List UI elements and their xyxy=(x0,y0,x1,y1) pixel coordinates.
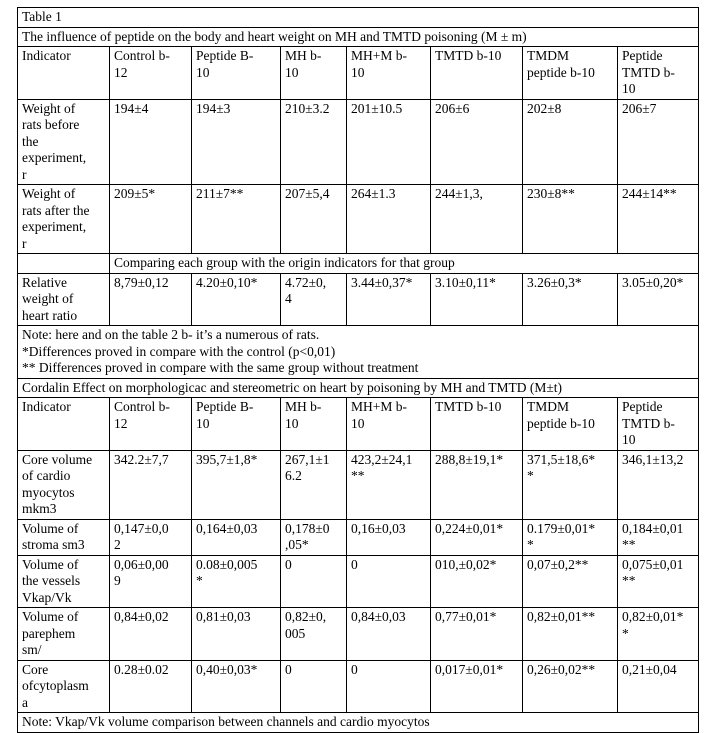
group-header: MH+M b- 10 xyxy=(347,398,431,451)
group-header: Peptide B- 10 xyxy=(192,47,281,100)
value-cell: 3.26±0,3* xyxy=(523,273,618,326)
value-cell: 0 xyxy=(347,660,431,713)
value-cell: 0,77±0,01* xyxy=(431,608,523,661)
value-cell: 206±6 xyxy=(431,99,523,185)
notes-row xyxy=(18,326,699,379)
value-cell: 0 xyxy=(281,660,347,713)
value-cell: 0,26±0,02** xyxy=(523,660,618,713)
value-cell: 423,2±24,1 ** xyxy=(347,450,431,519)
value-cell: 0,184±0,01 ** xyxy=(618,519,699,555)
table1-label: Table 1 xyxy=(18,8,699,28)
value-cell: 395,7±1,8* xyxy=(192,450,281,519)
value-cell: 0,40±0,03* xyxy=(192,660,281,713)
data-table xyxy=(17,7,699,733)
group-header: MH+M b- 10 xyxy=(347,47,431,100)
value-cell: 0,06±0,00 9 xyxy=(110,555,192,608)
table-row xyxy=(18,99,699,185)
value-cell: 0,21±0,04 xyxy=(618,660,699,713)
value-cell: 201±10.5 xyxy=(347,99,431,185)
table1-title-row xyxy=(18,27,699,47)
group-header: Peptide TMTD b- 10 xyxy=(618,47,699,100)
comparison-note: Comparing each group with the origin indicators for that group xyxy=(110,254,699,274)
value-cell: 230±8** xyxy=(523,185,618,254)
indicator-cell: Weight of rats before the experiment, r xyxy=(18,99,110,185)
table-row xyxy=(18,450,699,519)
group-header: TMTD b-10 xyxy=(431,398,523,451)
table-row xyxy=(18,555,699,608)
value-cell: 0,178±0 ,05* xyxy=(281,519,347,555)
table-row xyxy=(18,519,699,555)
group-header: Peptide TMTD b- 10 xyxy=(618,398,699,451)
value-cell: 0 xyxy=(281,555,347,608)
value-cell: 3.44±0,37* xyxy=(347,273,431,326)
value-cell: 4.72±0, 4 xyxy=(281,273,347,326)
indicator-header: Indicator xyxy=(18,398,110,451)
indicator-header: Indicator xyxy=(18,47,110,100)
indicator-cell: Volume of stroma sm3 xyxy=(18,519,110,555)
group-header: MH b- 10 xyxy=(281,398,347,451)
value-cell: 0,82±0,01** xyxy=(523,608,618,661)
group-header: MH b- 10 xyxy=(281,47,347,100)
value-cell: 342.2±7,7 xyxy=(110,450,192,519)
table-row xyxy=(18,608,699,661)
value-cell: 0,224±0,01* xyxy=(431,519,523,555)
value-cell: 8,79±0,12 xyxy=(110,273,192,326)
value-cell: 3.10±0,11* xyxy=(431,273,523,326)
value-cell: 210±3.2 xyxy=(281,99,347,185)
value-cell: 267,1±1 6.2 xyxy=(281,450,347,519)
table2-header-row xyxy=(18,398,699,451)
value-cell: 0,075±0,01 ** xyxy=(618,555,699,608)
group-header: Peptide B- 10 xyxy=(192,398,281,451)
value-cell: 4.20±0,10* xyxy=(192,273,281,326)
table1-title: The influence of peptide on the body and heart weight on MH and TMTD poisoning (M ± m) xyxy=(18,27,699,47)
value-cell: 0,82±0,01* * xyxy=(618,608,699,661)
indicator-cell: Weight of rats after the experiment, r xyxy=(18,185,110,254)
value-cell: 0,017±0,01* xyxy=(431,660,523,713)
value-cell: 202±8 xyxy=(523,99,618,185)
value-cell: 209±5* xyxy=(110,185,192,254)
value-cell: 0.08±0,005 * xyxy=(192,555,281,608)
comparison-row xyxy=(18,254,699,274)
indicator-cell: Core volume of cardio myocytos mkm3 xyxy=(18,450,110,519)
table-row xyxy=(18,660,699,713)
value-cell: 0,81±0,03 xyxy=(192,608,281,661)
value-cell: 244±1,3, xyxy=(431,185,523,254)
value-cell: 206±7 xyxy=(618,99,699,185)
value-cell: 371,5±18,6* * xyxy=(523,450,618,519)
blank-cell xyxy=(18,254,110,274)
group-header: TMDM peptide b-10 xyxy=(523,47,618,100)
footer-note-row xyxy=(18,713,699,733)
value-cell: 0,82±0, 005 xyxy=(281,608,347,661)
group-header: Control b- 12 xyxy=(110,398,192,451)
table1-header-row xyxy=(18,47,699,100)
group-header: TMDM peptide b-10 xyxy=(523,398,618,451)
table2-footer-note: Note: Vkap/Vk volume comparison between channels and cardio myocytos xyxy=(18,713,699,733)
table2-title: Cordalin Effect on morphologicac and stereometric on heart by poisoning by MH and TMTD (M±t) xyxy=(18,378,699,398)
value-cell: 211±7** xyxy=(192,185,281,254)
table1-label-row xyxy=(18,8,699,28)
table-row xyxy=(18,185,699,254)
value-cell: 010,±0,02* xyxy=(431,555,523,608)
indicator-cell: Volume of the vessels Vkap/Vk xyxy=(18,555,110,608)
table2-title-row xyxy=(18,378,699,398)
value-cell: 244±14** xyxy=(618,185,699,254)
table1-notes: Note: here and on the table 2 b- it’s a numerous of rats. *Differences proved in compare with the control (p<0,01) ** Differences proved in compare with the same group without treatment xyxy=(18,326,699,379)
value-cell: 0.28±0.02 xyxy=(110,660,192,713)
value-cell: 0,164±0,03 xyxy=(192,519,281,555)
value-cell: 194±3 xyxy=(192,99,281,185)
group-header: TMTD b-10 xyxy=(431,47,523,100)
indicator-cell: Relative weight of heart ratio xyxy=(18,273,110,326)
indicator-cell: Volume of parephem sm/ xyxy=(18,608,110,661)
group-header: Control b- 12 xyxy=(110,47,192,100)
value-cell: 346,1±13,2 xyxy=(618,450,699,519)
value-cell: 207±5,4 xyxy=(281,185,347,254)
value-cell: 0,07±0,2** xyxy=(523,555,618,608)
value-cell: 0,147±0,0 2 xyxy=(110,519,192,555)
table-row xyxy=(18,273,699,326)
value-cell: 0,16±0,03 xyxy=(347,519,431,555)
value-cell: 3.05±0,20* xyxy=(618,273,699,326)
value-cell: 288,8±19,1* xyxy=(431,450,523,519)
value-cell: 264±1.3 xyxy=(347,185,431,254)
indicator-cell: Core ofcytoplasm a xyxy=(18,660,110,713)
value-cell: 0,84±0,03 xyxy=(347,608,431,661)
value-cell: 194±4 xyxy=(110,99,192,185)
value-cell: 0,84±0,02 xyxy=(110,608,192,661)
value-cell: 0.179±0,01* * xyxy=(523,519,618,555)
value-cell: 0 xyxy=(347,555,431,608)
